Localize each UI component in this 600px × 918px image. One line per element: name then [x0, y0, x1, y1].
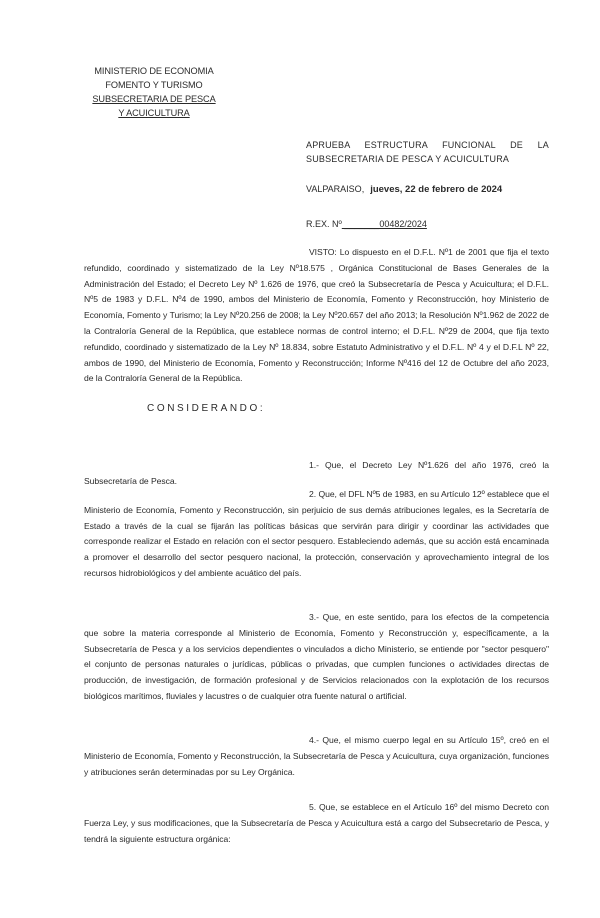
considerando-2-text: 2. Que, el DFL Nº5 de 1983, en su Artículo 12º establece que el Ministerio de Economía, Fomento y Reconstrucción, sin perjuicio de sus demás atribuciones legales, es la Secretaría de Estado a través de la cual se fijarán las políticas básicas que servirán para dirigir y coordinar las actividades que corresponde realizar el Estado en relación con el sector pesquero. Estableciendo además, que su acción está encaminada a promover el desarrollo del sector pesquero nacional, la protección, conservación y aprovechamiento integral de los recursos hidrobiológicos y del ambiente acuático del país.: [84, 489, 549, 578]
resolution-title: [306, 138, 549, 166]
place-label: VALPARAISO,: [306, 184, 365, 194]
resolution-number: [306, 219, 427, 229]
considerando-5: [84, 800, 549, 847]
considerando-1-text: 1.- Que, el Decreto Ley Nº1.626 del año 1976, creó la Subsecretaría de Pesca.: [84, 460, 549, 486]
visto-paragraph: [84, 245, 549, 387]
rex-label: R.EX. Nº: [306, 219, 342, 229]
considerando-5-text: 5. Que, se establece en el Artículo 16º del mismo Decreto con Fuerza Ley, y sus modificaciones, que la Subsecretaría de Pesca y Acuicultura está a cargo del Subsecretario de Pesca, y tendrá la siguiente estructura orgánica:: [84, 802, 549, 844]
considerando-heading: CONSIDERANDO:: [147, 403, 266, 414]
title-line-2: SUBSECRETARIA DE PESCA Y ACUICULTURA: [306, 154, 510, 164]
considerando-3: [84, 610, 549, 705]
place-date: [306, 184, 502, 195]
rex-number: _______00482/2024: [341, 219, 427, 229]
considerando-1: [84, 458, 549, 490]
ministry-header: [84, 64, 224, 120]
considerando-4-text: 4.- Que, el mismo cuerpo legal en su Artículo 15º, creó en el Ministerio de Economía, Fomento y Reconstrucción, la Subsecretaría de Pesca y Acuicultura, cuya organización, funciones y atribuciones serán determinadas por su Ley Orgánica.: [84, 735, 549, 777]
title-line-1: APRUEBA ESTRUCTURA FUNCIONAL DE LA: [306, 140, 549, 150]
header-line-subsecretaria: SUBSECRETARIA DE PESCA: [92, 94, 216, 104]
considerando-2: [84, 487, 549, 582]
header-line-fomento: FOMENTO Y TURISMO: [105, 80, 203, 90]
header-line-ministry: MINISTERIO DE ECONOMIA: [94, 66, 214, 76]
header-line-acuicultura: Y ACUICULTURA: [118, 108, 190, 118]
visto-text: VISTO: Lo dispuesto en el D.F.L. Nº1 de 2001 que fija el texto refundido, coordinado y sistematizado de la Ley Nº18.575 , Orgánica Constitucional de Bases Generales de la Administración del Estado; el Decreto Ley Nº 1.626 de 1976, que creó la Subsecretaría de Pesca y Acuicultura; el D.F.L. Nº5 de 1983 y D.F.L. Nº4 de 1990, ambos del Ministerio de Economía, Fomento y Reconstrucción, hoy Ministerio de Economía, Fomento y Turismo; la Ley Nº20.256 de 2008; la Ley Nº20.657 del año 2013; la Resolución Nº1.962 de 2022 de la Contraloría General de la República, que establece normas de control interno; el D.F.L. Nº29 de 2004, que fija texto refundido, coordinado y sistematizado de la Ley Nº 18.834, sobre Estatuto Administrativo y el D.F.L. Nº 4 y el D.F.L Nº 22, ambos de 1990, del Ministerio de Economía, Fomento y Reconstrucción; Informe Nº416 del 12 de Octubre del año 2023, de la Contraloría General de la República.: [84, 247, 549, 384]
considerando-4: [84, 733, 549, 780]
considerando-3-text: 3.- Que, en este sentido, para los efectos de la competencia que sobre la materia corresponde al Ministerio de Economía, Fomento y Reconstrucción y, específicamente, a la Subsecretaría de Pesca y a los servicios dependientes o vinculados a dicho Ministerio, se entiende por "sector pesquero" el conjunto de personas naturales o jurídicas, públicas o privadas, que cumplen funciones o actividades directas de producción, de investigación, de formación profesional y de Servicios relacionados con la explotación de los recursos biológicos marítimos, fluviales y lacustres o de cualquier otra fuente natural o artificial.: [84, 612, 549, 701]
document-date: jueves, 22 de febrero de 2024: [370, 184, 503, 195]
